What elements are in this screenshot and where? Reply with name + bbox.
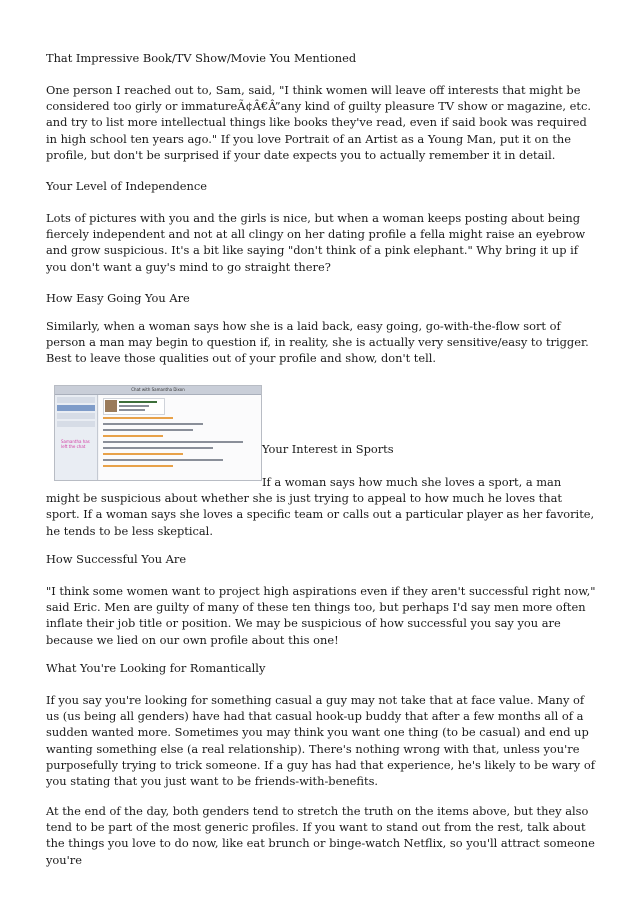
section-independence (46, 178, 598, 194)
screenshot-contact-card (103, 398, 165, 415)
paragraph-book-tv-movie: One person I reached out to, Sam, said, "I think women will leave off interests that might be considered too girly or immatureÃ¢Â€Â”any kind of guilty pleasure TV show or magazine, etc. and try to list more intellectual things like books they've read, even if said book was required in high school ten years ago." If you love Portrait of an Artist as a Young Man, put it on the profile, but don't be surprised if your date expects you to actually remember it in detail. (46, 83, 591, 162)
paragraph-independence-wrap (46, 210, 598, 275)
contact-avatar (105, 400, 117, 412)
paragraph-successful: "I think some women want to project high aspirations even if they aren't successful right now," said Eric. Men are guilty of many of these ten things too, but perhaps I'd say men more often inflate their job title or position. We may be suspicious of how successful you say you are because we lied on our own profile about this one! (46, 584, 596, 647)
heading-sports: Your Interest in Sports (262, 442, 394, 456)
paragraph-easy-going-wrap (46, 318, 598, 367)
paragraph-closing-wrap (46, 803, 598, 868)
paragraph-romantically-wrap (46, 692, 598, 789)
section-easy-going (46, 290, 598, 306)
section-book-tv-movie (46, 50, 598, 66)
paragraph-closing: At the end of the day, both genders tend to stretch the truth on the items above, but they also tend to be part of the most generic profiles. If you want to stand out from the rest, talk about the things you love to do now, like eat brunch or binge-watch Netflix, so you'll attract someone you're (46, 804, 595, 867)
paragraph-easy-going: Similarly, when a woman says how she is a laid back, easy going, go-with-the-flow sort of person a man may begin to question if, in reality, she is actually very sensitive/easy to trigger. Best to leave those qualities out of your profile and show, don't tell. (46, 319, 589, 366)
chat-window-screenshot-image (54, 385, 262, 481)
paragraph-successful-wrap (46, 583, 598, 648)
heading-successful: How Successful You Are (46, 552, 187, 566)
heading-book-tv-movie: That Impressive Book/TV Show/Movie You Mentioned (46, 51, 357, 65)
section-successful (46, 551, 598, 567)
screenshot-sidebar (55, 395, 98, 480)
paragraph-romantically: If you say you're looking for something casual a guy may not take that at face value. Many of us (us being all genders) have had that casual hook-up buddy that after a few months all of a sudden wanted more. Sometimes you may think you want one thing (to be casual) and end up wanting something else (a real relationship). There's nothing wrong with that, unless you're purposefully trying to trick someone. If a guy has had that experience, he's likely to be wary of you stating that you just want to be friends-with-benefits. (46, 693, 595, 789)
screenshot-titlebar: Chat with Samantha Dixon (55, 386, 261, 395)
screenshot-side-note: Samantha has left the chat (61, 439, 90, 449)
heading-independence: Your Level of Independence (46, 179, 207, 193)
paragraph-sports: If a woman says how much she loves a sport, a man might be suspicious about whether she is just trying to appeal to how much he loves that sport. If a woman says she loves a specific team or calls out a particular player as her favorite, he tends to be less skeptical. (46, 475, 595, 538)
heading-easy-going: How Easy Going You Are (46, 291, 190, 305)
heading-romantically: What You're Looking for Romantically (46, 661, 266, 675)
screenshot-chat-pane (99, 395, 261, 480)
paragraph-book-tv-movie-wrap (46, 82, 598, 163)
paragraph-independence: Lots of pictures with you and the girls is nice, but when a woman keeps posting about being fiercely independent and not at all clingy on her dating profile a fella might raise an eyebrow and grow suspicious. It's a bit like saying "don't think of a pink elephant." Why bring it up if you don't want a guy's mind to go straight there? (46, 211, 586, 274)
section-romantically (46, 660, 598, 676)
